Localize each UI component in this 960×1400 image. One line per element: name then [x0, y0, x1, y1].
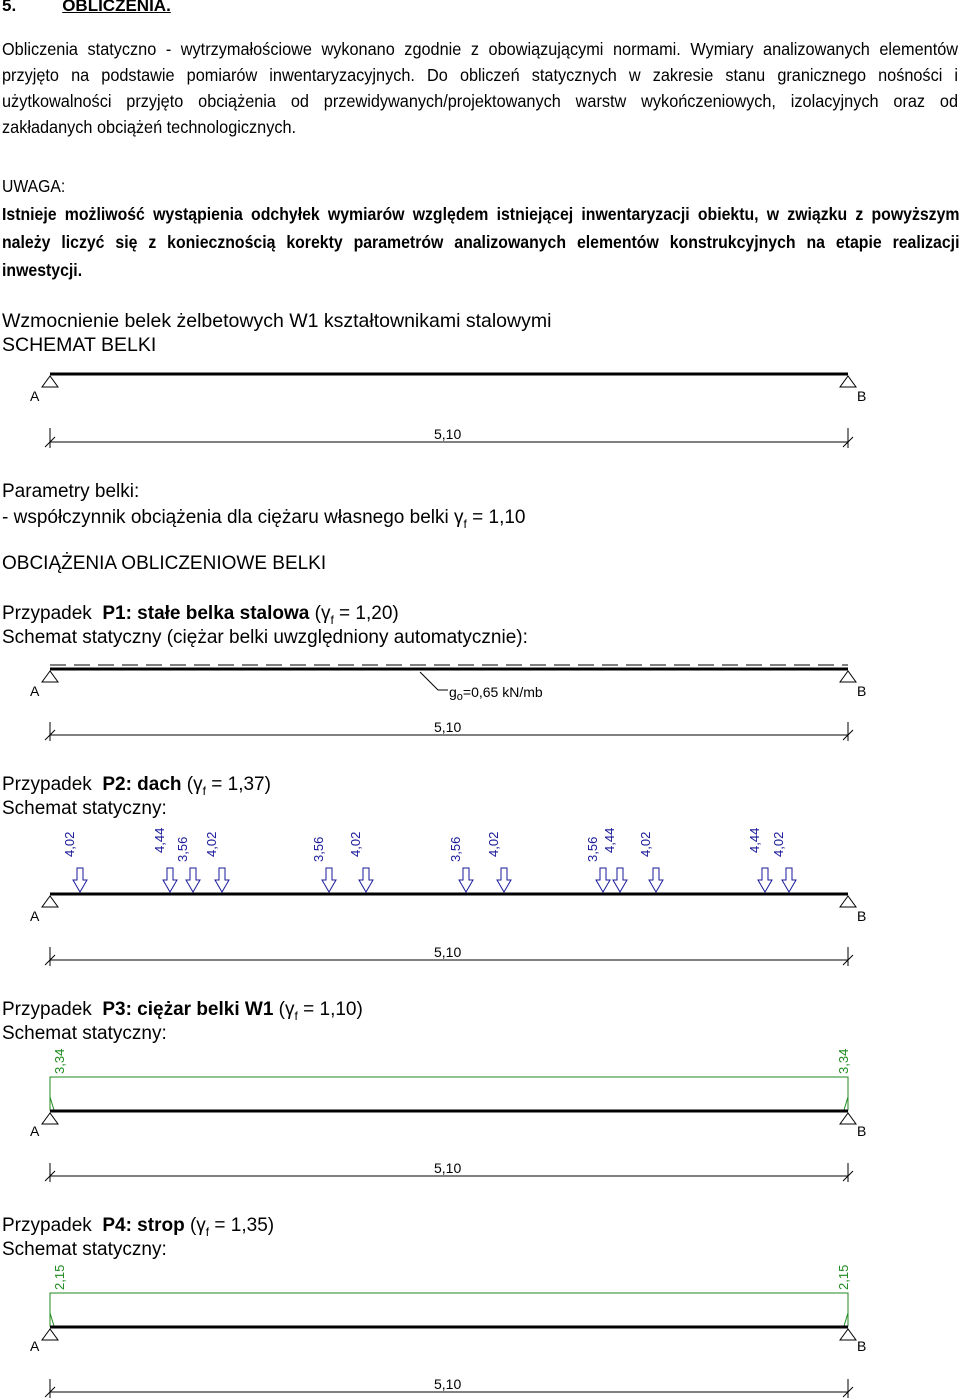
support-b-icon: [840, 1113, 856, 1124]
point-load-arrow: [73, 868, 87, 892]
case-p2-scheme: Schemat statyczny:: [2, 798, 167, 819]
distributed-load: [50, 1077, 848, 1110]
support-b-icon: [840, 896, 856, 907]
support-b-label: B: [857, 683, 867, 699]
support-a-icon: [42, 376, 58, 387]
support-a-icon: [42, 671, 58, 682]
p3-scheme: [30, 1049, 866, 1182]
point-load-label: 4,02: [62, 831, 77, 857]
span-label: 5,10: [434, 1160, 462, 1176]
support-b-icon: [840, 376, 856, 387]
point-load-arrow: [596, 868, 610, 892]
intro-paragraph: Obliczenia statyczno - wytrzymałościowe wykonano zgodnie z obowiązującymi normami. Wymiary analizowanych elementów przyjęto na podstawie pomiarów inwentaryzacyjnych. Do obliczeń statycznych w zakresie stanu granicznego nośności i użytkowalności przyjęto obciążenia od przewidywanych/projektowanych warstw wykończeniowych, izolacyjnych oraz od zakładanych obciążeń technologicznych.: [2, 39, 959, 137]
beam-title: Wzmocnienie belek żelbetowych W1 kształtownikami stalowymi: [2, 310, 552, 332]
support-a-icon: [42, 896, 58, 907]
leader-line: [420, 672, 448, 690]
point-load-arrow: [163, 868, 177, 892]
point-load-label: 4,44: [747, 827, 762, 853]
case-p4-heading: Przypadek P4: strop $(\gamma_f = 1,35)$: [2, 1215, 275, 1239]
beam-scheme: [30, 374, 866, 448]
case-p2-heading: Przypadek P2: dach $(\gamma_f = 1,37)$: [2, 774, 271, 798]
case-p3-scheme: Schemat statyczny:: [2, 1023, 167, 1044]
point-load-arrow: [322, 868, 336, 892]
load-right-label: 3,34: [836, 1048, 851, 1074]
case-p4-scheme: Schemat statyczny:: [2, 1239, 167, 1260]
point-loads: [62, 828, 796, 892]
point-load-arrow: [649, 868, 663, 892]
point-load-label: 4,44: [152, 827, 167, 853]
point-load-label: 4,02: [771, 831, 786, 857]
point-load-arrow: [359, 868, 373, 892]
section-title: OBLICZENIA.: [62, 0, 171, 15]
span-label: 5,10: [434, 426, 462, 442]
load-left-label: 2,15: [52, 1264, 67, 1290]
span-label: 5,10: [434, 719, 462, 735]
span-label: 5,10: [434, 944, 462, 960]
support-b-label: B: [857, 1338, 867, 1354]
support-a-label: A: [30, 388, 40, 404]
p4-scheme: [30, 1265, 866, 1398]
support-b-label: B: [857, 388, 867, 404]
params-title: Parametry belki:: [2, 481, 140, 502]
support-b-icon: [840, 671, 856, 682]
point-load-label: 4,02: [204, 831, 219, 857]
warning-text: Istnieje możliwość wystąpienia odchyłek wymiarów względem istniejącej inwentaryzacji obiektu, w związku z powyższym należy liczyć się z koniecznością korekty parametrów analizowanych elementów konstrukcyjnych na etapie realizacji inwestycji.: [2, 204, 960, 280]
point-load-label: 3,56: [585, 836, 600, 862]
point-load-arrow: [497, 868, 511, 892]
p2-scheme: [30, 828, 866, 966]
support-a-label: A: [30, 908, 40, 924]
support-a-label: A: [30, 683, 40, 699]
scheme-title: SCHEMAT BELKI: [2, 334, 157, 356]
support-a-label: A: [30, 1123, 40, 1139]
load-right-label: 2,15: [836, 1264, 851, 1290]
distributed-load: [50, 1293, 848, 1326]
span-label: 5,10: [434, 1376, 462, 1392]
support-b-label: B: [857, 908, 867, 924]
point-load-arrow: [215, 868, 229, 892]
point-load-label: 3,56: [175, 836, 190, 862]
point-load-arrow: [782, 868, 796, 892]
support-a-label: A: [30, 1338, 40, 1354]
point-load-label: 4,02: [638, 831, 653, 857]
warning-title: UWAGA:: [2, 176, 66, 196]
point-load-label: 4,02: [348, 831, 363, 857]
support-b-label: B: [857, 1123, 867, 1139]
load-left-label: 3,34: [52, 1048, 67, 1074]
section-number: 5.: [2, 0, 17, 15]
point-load-arrow: [459, 868, 473, 892]
support-a-icon: [42, 1329, 58, 1340]
support-b-icon: [840, 1329, 856, 1340]
case-p1-scheme: Schemat statyczny (ciężar belki uwzględniony automatycznie):: [2, 627, 528, 648]
p1-scheme: [30, 665, 866, 741]
load-label: $g_o=0,65$ kN/mb: [449, 684, 543, 703]
support-a-icon: [42, 1113, 58, 1124]
point-load-label: 3,56: [448, 836, 463, 862]
params-line: - współczynnik obciążenia dla ciężaru własnego belki $\gamma_f = 1,10$: [2, 507, 526, 531]
point-load-arrow: [758, 868, 772, 892]
point-load-label: 4,44: [602, 827, 617, 853]
point-load-label: 4,02: [486, 831, 501, 857]
point-load-arrow: [613, 868, 627, 892]
point-load-arrow: [186, 868, 200, 892]
loads-title: OBCIĄŻENIA OBLICZENIOWE BELKI: [2, 553, 327, 574]
case-p1-heading: Przypadek P1: stałe belka stalowa $(\gamma_f = 1,20)$: [2, 603, 399, 627]
point-load-label: 3,56: [311, 836, 326, 862]
case-p3-heading: Przypadek P3: ciężar belki W1 $(\gamma_f = 1,10)$: [2, 999, 363, 1023]
